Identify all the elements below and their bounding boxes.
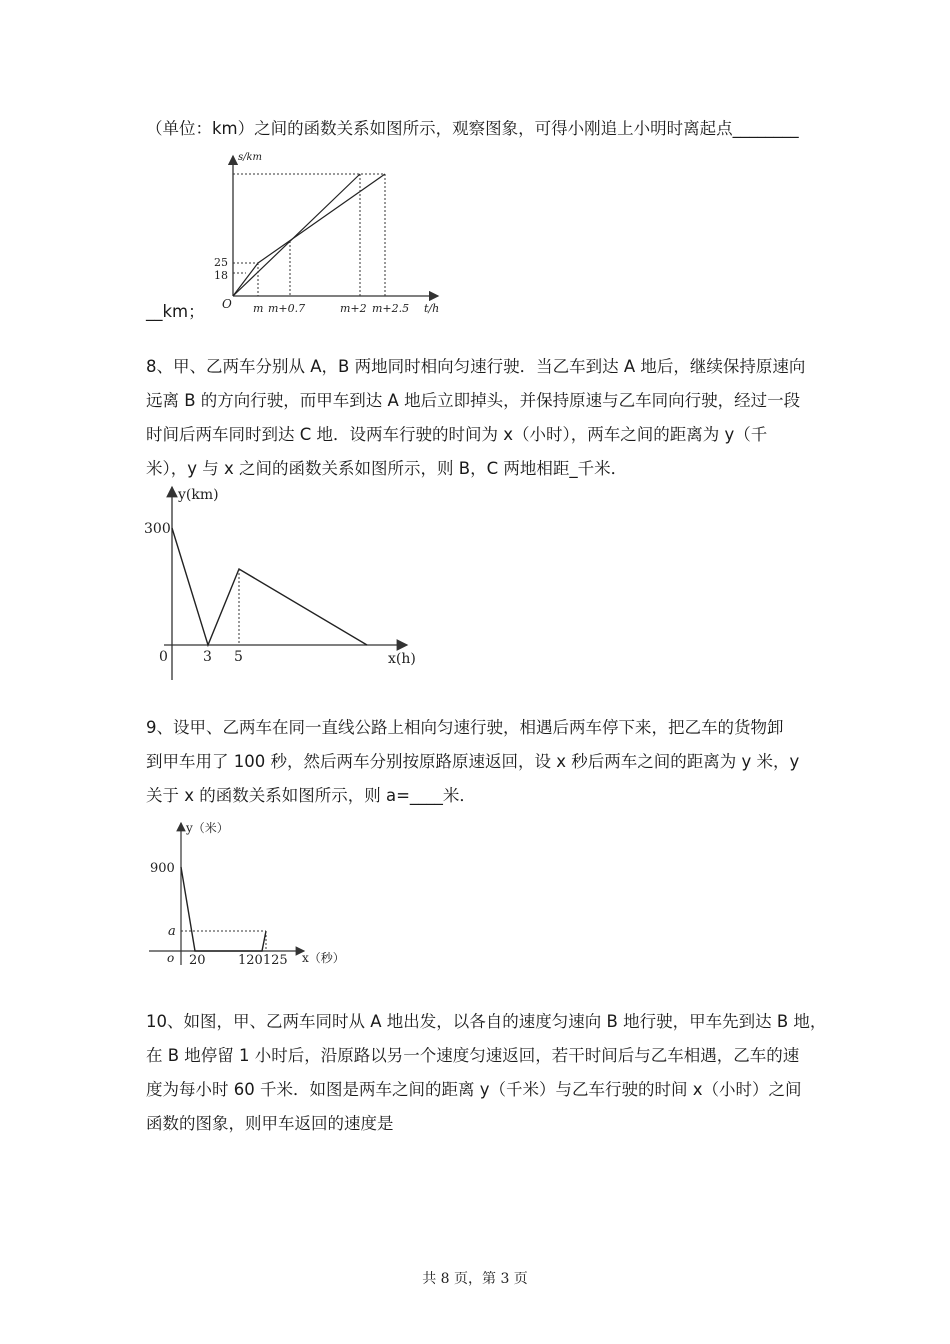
- q8-text-line: 远离 B 的方向行驶，而甲车到达 A 地后立即掉头，并保持原速与乙车同向行驶，经过一段: [146, 391, 801, 410]
- q9-x-axis-label: x（秒）: [302, 951, 345, 965]
- q9-distance-line: [181, 867, 266, 951]
- q9-figure: [146, 815, 366, 975]
- q7-y-tick: 25: [214, 256, 228, 269]
- q7-x-tick: m: [253, 302, 264, 315]
- q9-text-line: 到甲车用了 100 秒，然后两车分别按原路原速返回，设 x 秒后两车之间的距离为 y 米，y: [146, 752, 800, 771]
- q7-line-xiaogang: [233, 174, 360, 296]
- q8-distance-line: [172, 528, 367, 645]
- page-footer: 共 8 页，第 3 页: [422, 1271, 528, 1287]
- q9-origin-label: o: [167, 951, 175, 965]
- q10-text-line: 度为每小时 60 千米．如图是两车之间的距离 y（千米）与乙车行驶的时间 x（小时）之间: [146, 1080, 802, 1099]
- q8-x-tick: 5: [234, 649, 243, 665]
- q8-text-line: 时间后两车同时到达 C 地．设两车行驶的时间为 x（小时），两车之间的距离为 y（千: [146, 425, 768, 444]
- q8-x-axis-label: x(h): [388, 651, 416, 667]
- q8-text-line: 米），y 与 x 之间的函数关系如图所示，则 B，C 两地相距_千米．: [146, 459, 628, 478]
- q7-origin-label: O: [222, 297, 232, 311]
- q9-x-tick: 120125: [238, 953, 288, 968]
- q9-text-line: 9、设甲、乙两车在同一直线公路上相向匀速行驶，相遇后两车停下来，把乙车的货物卸: [146, 718, 784, 737]
- q7-x-tick: m+2.5: [372, 302, 410, 315]
- q9-y-axis-label: y（米）: [186, 821, 229, 835]
- q10-text-line: 10、如图，甲、乙两车同时从 A 地出发，以各自的速度匀速向 B 地行驶，甲车先到达 B 地，: [146, 1012, 827, 1031]
- q7-x-tick: m+0.7: [268, 302, 306, 315]
- q8-x-tick: 3: [203, 649, 212, 665]
- q8-y-tick: 300: [144, 521, 171, 537]
- q9-y-tick: a: [168, 924, 176, 939]
- q7-y-axis-label: s/km: [238, 152, 263, 163]
- q7-x-axis-label: t/h: [424, 302, 440, 315]
- q8-origin-label: 0: [159, 649, 168, 665]
- q8-text-line: 8、甲、乙两车分别从 A，B 两地同时相向匀速行驶．当乙车到达 A 地后，继续保持原速向: [146, 357, 806, 376]
- q7-figure: [210, 148, 450, 318]
- q9-y-tick: 900: [150, 861, 175, 876]
- q10-text-line: 在 B 地停留 1 小时后，沿原路以另一个速度匀速返回，若干时间后与乙车相遇，乙车的速: [146, 1046, 800, 1065]
- q8-y-axis-label: y(km): [178, 487, 219, 503]
- q10-text-line: 函数的图象，则甲车返回的速度是: [146, 1114, 394, 1133]
- q7-guide-lines: [233, 174, 385, 296]
- q7-x-tick: m+2: [340, 302, 367, 315]
- q7-y-tick: 18: [214, 269, 228, 282]
- q7-line-xiaoming-2: [258, 174, 385, 263]
- q7-line-xiaoming-1: [233, 263, 258, 296]
- q7-text-line-1: （单位：km）之间的函数关系如图所示，观察图象，可得小刚追上小明时离起点________: [146, 119, 799, 138]
- q7-text-line-2: __km；: [146, 302, 205, 321]
- q8-figure: [142, 482, 422, 682]
- q9-x-tick: 20: [189, 953, 206, 968]
- q9-text-line: 关于 x 的函数关系如图所示，则 a=____米．: [146, 786, 476, 805]
